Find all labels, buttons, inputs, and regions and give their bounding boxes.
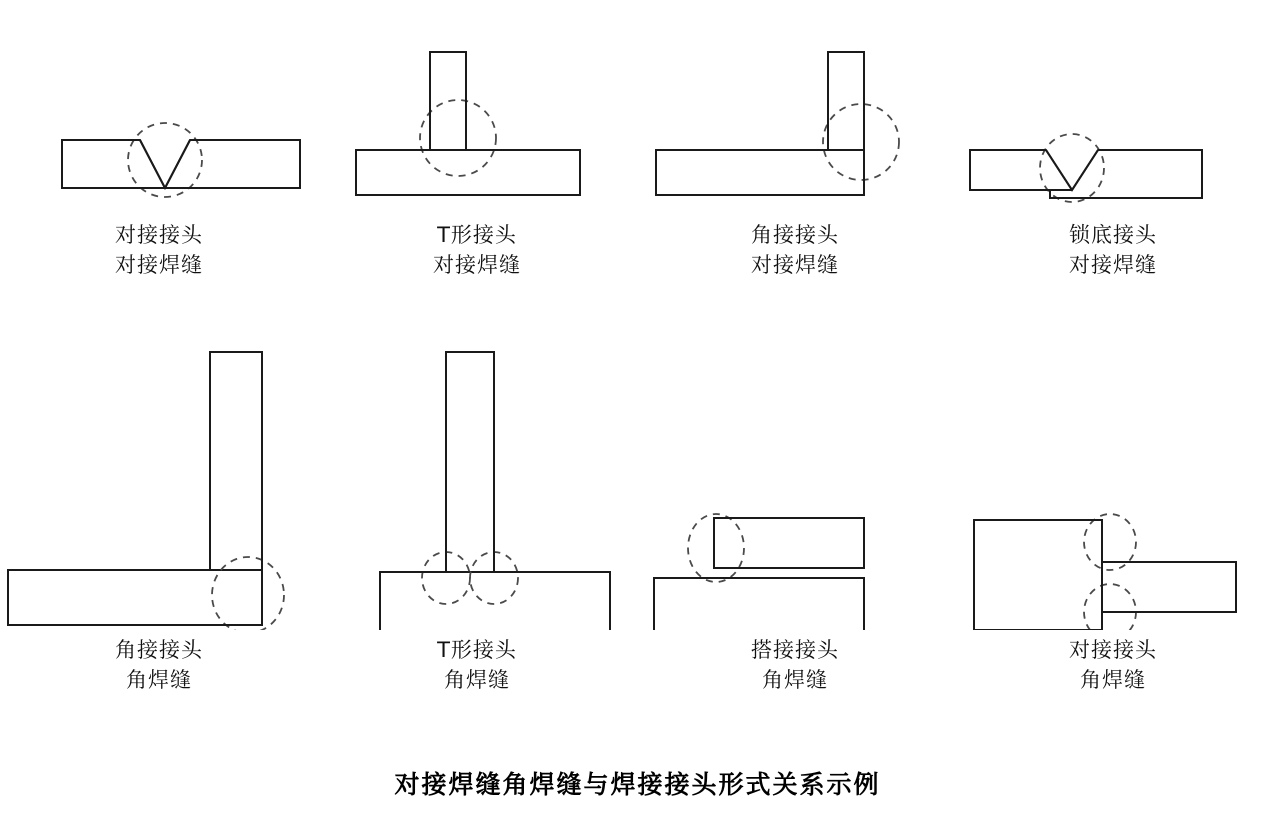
diagram-cell bbox=[954, 30, 1272, 310]
weld-label: 角焊缝 bbox=[444, 668, 510, 692]
weld-label: 角焊缝 bbox=[762, 668, 828, 692]
corner-joint-butt-weld-figure bbox=[636, 30, 954, 210]
weld-label: 对接焊缝 bbox=[433, 253, 521, 277]
tee-joint-fillet-weld-figure bbox=[318, 330, 636, 630]
diagram-cell bbox=[0, 30, 318, 310]
weld-label: 对接焊缝 bbox=[115, 253, 203, 277]
joint-label: 角接接头 bbox=[751, 223, 839, 247]
weld-label: 对接焊缝 bbox=[1069, 253, 1157, 277]
joint-label: T形接头 bbox=[437, 638, 517, 662]
caption bbox=[318, 220, 636, 280]
tee-joint-butt-weld-figure bbox=[318, 30, 636, 210]
caption bbox=[636, 635, 954, 695]
diagram-cell bbox=[636, 30, 954, 310]
weld-label: 对接焊缝 bbox=[751, 253, 839, 277]
diagram-cell bbox=[318, 30, 636, 310]
butt-joint-butt-weld-figure bbox=[0, 30, 318, 210]
joint-label: 对接接头 bbox=[1069, 638, 1157, 662]
diagram-row-top bbox=[0, 30, 1275, 310]
diagram-row-bottom bbox=[0, 330, 1275, 730]
corner-joint-fillet-weld-figure bbox=[0, 330, 318, 630]
figure-title: 对接焊缝角焊缝与焊接接头形式关系示例 bbox=[394, 770, 881, 799]
backing-joint-butt-weld-figure bbox=[954, 30, 1272, 210]
butt-joint-fillet-weld-figure bbox=[954, 330, 1272, 630]
caption bbox=[636, 220, 954, 280]
weld-label: 角焊缝 bbox=[1080, 668, 1146, 692]
caption bbox=[318, 635, 636, 695]
diagram-cell bbox=[0, 330, 318, 730]
caption bbox=[0, 635, 318, 695]
weld-label: 角焊缝 bbox=[126, 668, 192, 692]
joint-label: 对接接头 bbox=[115, 223, 203, 247]
joint-label: 角接接头 bbox=[115, 638, 203, 662]
caption bbox=[0, 220, 318, 280]
caption bbox=[954, 220, 1272, 280]
caption bbox=[954, 635, 1272, 695]
joint-label: 搭接接头 bbox=[751, 638, 839, 662]
joint-label: T形接头 bbox=[437, 223, 517, 247]
diagram-cell bbox=[318, 330, 636, 730]
diagram-cell bbox=[636, 330, 954, 730]
joint-label: 锁底接头 bbox=[1069, 223, 1157, 247]
lap-joint-fillet-weld-figure bbox=[636, 330, 954, 630]
diagram-cell bbox=[954, 330, 1272, 730]
